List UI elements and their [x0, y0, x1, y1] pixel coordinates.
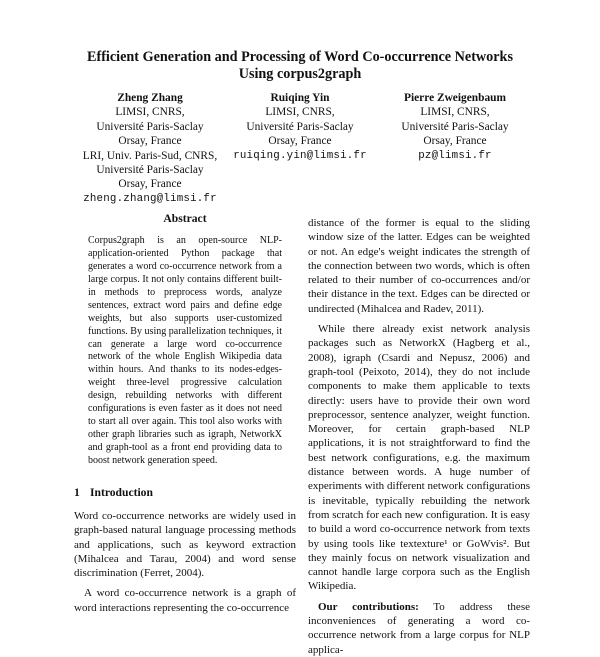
intro-paragraph-1: Word co-occurrence networks are widely used in graph-based natural language processing methods and applications, such as keyword extraction (Mihalcea and Tarau, 2004) and word sense discrimination (Ferret, 2004). [74, 509, 296, 580]
section-heading [74, 486, 296, 500]
author-email[interactable]: ruiqing.yin@limsi.fr [233, 149, 367, 162]
author-block-zheng-zhang [55, 91, 245, 206]
left-column [74, 212, 296, 615]
body-paragraph-1: distance of the former is equal to the sliding window size of the latter. Edges can be weighted or not. An edge's weight indicates the strength of the connection between two words, which is often related to their number of co-occurrences and/or their distance in the text. Edges can be directed or undirected (Mihalcea and Radev, 2011). [308, 217, 530, 315]
affiliation-line: Université Paris-Saclay [96, 120, 204, 133]
contributions-text: To address these inconveniences of generating a word co-occurrence network from a large corpus for NLP applica- [308, 600, 530, 656]
affiliation-line: Université Paris-Saclay [401, 120, 509, 133]
affiliation-line: Orsay, France [118, 135, 182, 148]
body-paragraph-2: While there already exist network analysis packages such as NetworkX (Hagberg et al., 2008), igraph (Csardi and Nepusz, 2006) and graph-tool (Peixoto, 2014), they do not include components to make them applicable to texts directly: users have to provide their own word preprocessor, sentence analyzer, weight function. Moreover, for certain graph-based NLP applications, it is not straightforward to find the best network configurations, e.g. the maximum distance between words. A huge number of experiments with different network configurations is inevitable, typically rebuilding the network from scratch for each new configuration. It is easy to build a word co-occurrence network from texts by using tools like textexture¹ or GoWvis². But they mainly focus on network visualization and cannot handle large corpora such as the English Wikipedia. [308, 323, 530, 593]
author-block-pierre-zweigenbaum [365, 91, 545, 163]
author-email[interactable]: pz@limsi.fr [418, 149, 492, 162]
affiliation-line: Orsay, France [118, 178, 182, 191]
section-number: 1 [74, 485, 80, 499]
affiliation-line: Orsay, France [423, 135, 487, 148]
affiliation-line: LIMSI, CNRS, [420, 106, 490, 119]
affiliation-line: LRI, Univ. Paris-Sud, CNRS, [82, 149, 218, 162]
author-name: Ruiqing Yin [270, 92, 330, 104]
title-line-1: Efficient Generation and Processing of Word Co-occurrence Networks [87, 49, 513, 65]
title-line-2: Using corpus2graph [238, 66, 362, 82]
affiliation-line: LIMSI, CNRS, [265, 106, 335, 119]
abstract-text: Corpus2graph is an open-source NLP-application-oriented Python package that generates a word co-occurrence network from a large corpus. It not only contains different built-in methods to preprocess words, analyze sentences, extract word pairs and define edge weights, but also supports user-customized functions. By using parallelization techniques, it can generate a large word co-occurrence network of the whole English Wikipedia data within hours. And thanks to its nodes-edges-weight three-level progressive calculation design, rebuilding networks with different configurations is even faster as it does not need to start all over again. This tool also works with other graph libraries such as igraph, NetworkX and graph-tool as a front end providing data to boost network generation speed. [88, 235, 282, 466]
affiliation-line: Orsay, France [268, 135, 332, 148]
contributions-paragraph [308, 600, 530, 657]
right-column [308, 216, 530, 657]
affiliation-line: Université Paris-Saclay [96, 164, 204, 177]
contributions-lead: Our contributions: [318, 600, 419, 613]
paper-title [0, 49, 600, 83]
abstract-heading: Abstract [163, 212, 207, 225]
author-block-ruiqing-yin [220, 91, 380, 163]
author-email[interactable]: zheng.zhang@limsi.fr [83, 192, 217, 205]
intro-paragraph-2: A word co-occurrence network is a graph of word interactions representing the co-occurrence [74, 587, 296, 614]
affiliation-line: LIMSI, CNRS, [115, 106, 185, 119]
author-name: Pierre Zweigenbaum [404, 92, 506, 104]
author-name: Zheng Zhang [117, 92, 183, 104]
section-title: Introduction [90, 485, 153, 499]
affiliation-line: Université Paris-Saclay [246, 120, 354, 133]
